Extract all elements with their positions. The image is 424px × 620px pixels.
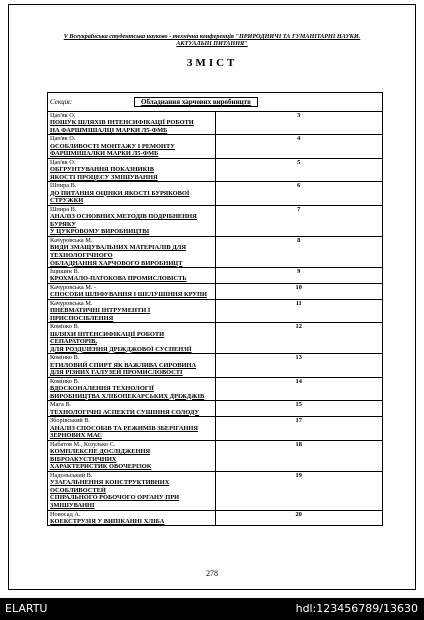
toc-table: [47, 92, 383, 526]
section-label: Секція:: [50, 98, 73, 107]
toc-entry: [48, 268, 383, 284]
entry-author: Шпира В.: [50, 182, 77, 190]
entry-title-line: ДЛЯ РОЗДІЛЕННЯ ДРІЖДЖОВОЇ СУСПЕНЗІЇ: [50, 345, 192, 353]
entry-author: Мага В.: [50, 401, 72, 409]
entry-title-line: КРОХМАЛО-ПАТОКОВА ПРОМИСЛОВІСТЬ: [50, 275, 187, 283]
repository-footer: [0, 598, 424, 620]
toc-entry: [48, 283, 383, 299]
toc-entry: [48, 417, 383, 440]
entry-page-number: 9: [215, 268, 383, 284]
page-number: 278: [206, 569, 218, 578]
toc-entry: [48, 510, 383, 526]
entry-author: Надольський В.: [50, 471, 93, 479]
section-name: Обладнання харчових виробництв: [134, 97, 258, 107]
entry-author: Набатов М., Козулько С.: [50, 440, 116, 448]
toc-entry: [48, 440, 383, 471]
entry-author: Новосад А.: [50, 510, 81, 518]
entry-title-line: АНАЛІЗ СПОСОБІВ ТА РЕЖИМІВ ЗБЕРІГАННЯ ЗЕРНОВИХ МАС: [50, 424, 198, 440]
entry-page-number: 17: [215, 417, 383, 440]
entry-page-number: 12: [215, 323, 383, 354]
entry-page-number: 7: [215, 205, 383, 236]
repository-name: ELARTU: [5, 602, 48, 615]
entry-title-line: ВИРОБНИЦТВА ХЛІБОПЕКАРСЬКИХ ДРІЖДЖІВ: [50, 392, 205, 400]
entry-title-line: ТЕХНОЛОГІЧНІ АСПЕКТИ СУШІННЯ СОЛОДУ: [50, 408, 200, 416]
toc-entry: [48, 205, 383, 236]
entry-title-line: ДО ПИТАННЯ ОЦІНКИ ЯКОСТІ БУРЯКОВОЇ СТРУЖКИ: [50, 189, 190, 205]
entry-author: Зборівський В.: [50, 417, 91, 425]
entry-title-line: ВИДИ ЗМАЩУВАЛЬНИХ МАТЕРІАЛІВ ДЛЯ ТЕХНОЛОГІЧНОГО: [50, 244, 187, 259]
entry-page-number: 3: [215, 112, 383, 135]
entry-author: Шпира В.: [50, 205, 77, 213]
entry-title-line: ОБГРУНТУВАННЯ ПОКАЗНИКІВ: [50, 166, 154, 174]
entry-author: Цап'як О.: [50, 112, 76, 119]
entry-title-line: ХАРАКТЕРИСТИК ОВОЧЕРІЗОК: [50, 463, 152, 471]
entry-title-line: ВДОСКОНАЛЕННЯ ТЕХНОЛОГІЇ: [50, 385, 154, 393]
toc-entry: [48, 182, 383, 205]
entry-author: Цап'як О.: [50, 158, 76, 166]
entry-title-line: СПІРАЛЬНОГО РОБОЧОГО ОРГАНУ ПРИ ЗМІШУВАННІ: [50, 494, 180, 509]
entry-page-number: 4: [215, 135, 383, 158]
entry-page-number: 13: [215, 354, 383, 377]
entry-title-line: У ЦУКРОВОМУ ВИРОБНИЦТВІ: [50, 228, 150, 236]
toc-entry: [48, 237, 383, 268]
handle-id[interactable]: hdl:123456789/13630: [295, 602, 418, 615]
entry-title-line: УЗАГАЛЬНЕННЯ КОНСТРУКТИВНИХ ОСОБЛИВОСТЕЙ: [50, 479, 170, 494]
toc-entry: [48, 135, 383, 158]
entry-title-line: ОСОБЛИВОСТІ МОНТАЖУ І РЕМОНТУ: [50, 142, 175, 150]
entry-title-line: ФАРШМІШАЛКИ МАРКИ Л5-ФМБ: [50, 150, 159, 158]
section-row: [48, 93, 383, 112]
entry-page-number: 11: [215, 299, 383, 322]
entry-author: Цап'як О.: [50, 135, 76, 143]
toc-entry: [48, 471, 383, 510]
entry-page-number: 20: [215, 510, 383, 526]
entry-title-line: СПОСОБИ ШЛІФУВАННЯ І ШЕЛУШІННЯ КРУПИ: [50, 291, 208, 299]
toc-entry: [48, 158, 383, 181]
document-page: [8, 4, 416, 590]
entry-page-number: 18: [215, 440, 383, 471]
toc-entry: [48, 323, 383, 354]
entry-author: Комінко В.: [50, 377, 80, 385]
toc-entry: [48, 377, 383, 400]
toc-entry: [48, 299, 383, 322]
entry-title-line: ЕТИЛОВИЙ СПИРТ ЯК ВАЖЛИВА СИРОВИНА: [50, 361, 197, 369]
entry-title-line: ДЛЯ РІЗНИХ ГАЛУЗЕЙ ПРОМИСЛОВОСТІ: [50, 369, 183, 377]
entry-author: Іщишин В.: [50, 268, 80, 276]
entry-title-line: ШЛЯХИ ІНТЕНСИФІКАЦІЇ РОБОТИ СЕПАРАТОРІВ,: [50, 330, 165, 346]
entry-page-number: 19: [215, 471, 383, 510]
entry-page-number: 6: [215, 182, 383, 205]
entry-title-line: ОБЛАДНАННЯ ХАРЧОВОГО ВИРОБНИЦТ: [50, 259, 183, 267]
entry-title-line: КОМПЛЕКСНЕ ДОСЛІДЖЕННЯ ВІБРОАКУСТИЧНИХ: [50, 448, 151, 463]
entry-author: Комінко В.: [50, 354, 80, 362]
toc-entry: [48, 112, 383, 135]
entry-title-line: КОЕКСТРУЗІЯ У ВИПІКАННІ ХЛІБА: [50, 517, 165, 525]
entry-title-line: ПНЕВМАТИЧНІ ІНТРУМЕНТИ І ПРИСПОСІБЛЕННЯ: [50, 307, 151, 322]
page-title: ЗМІСТ: [186, 57, 238, 69]
entry-author: Качуровська М.: [50, 237, 93, 245]
entry-page-number: 14: [215, 377, 383, 400]
entry-page-number: 15: [215, 401, 383, 417]
entry-page-number: 8: [215, 237, 383, 268]
conference-header: V Всеукраїнська студентська науково - технічна конференція "ПРИРОДНИЧІ ТА ГУМАНІТАРНІ НАУКИ. АКТУАЛЬНІ ПИТАННЯ": [63, 33, 361, 47]
entry-title-line: АНАЛІЗ ОСНОВНИХ МЕТОДІВ ПОДРІБНЕННЯ БУРЯКУ: [50, 213, 197, 228]
entry-title-line: ПОШУК ШЛЯХІВ ІНТЕНСИФІКАЦІЇ РОБОТИ: [50, 119, 194, 127]
toc-entry: [48, 401, 383, 417]
entry-author: Комінко В.: [50, 323, 80, 331]
toc-entry: [48, 354, 383, 377]
entry-author: Качуровська М. -: [50, 283, 97, 291]
entry-author: Качуровська М.: [50, 299, 93, 307]
entry-title-line: ЯКОСТІ ПРОЦЕСУ ЗМІШУВАННЯ: [50, 173, 158, 181]
entry-title-line: НА ФАРШМІШАЛЦІ МАРКИ Л5-ФМБ: [50, 126, 168, 134]
entry-page-number: 10: [215, 283, 383, 299]
entry-page-number: 5: [215, 158, 383, 181]
